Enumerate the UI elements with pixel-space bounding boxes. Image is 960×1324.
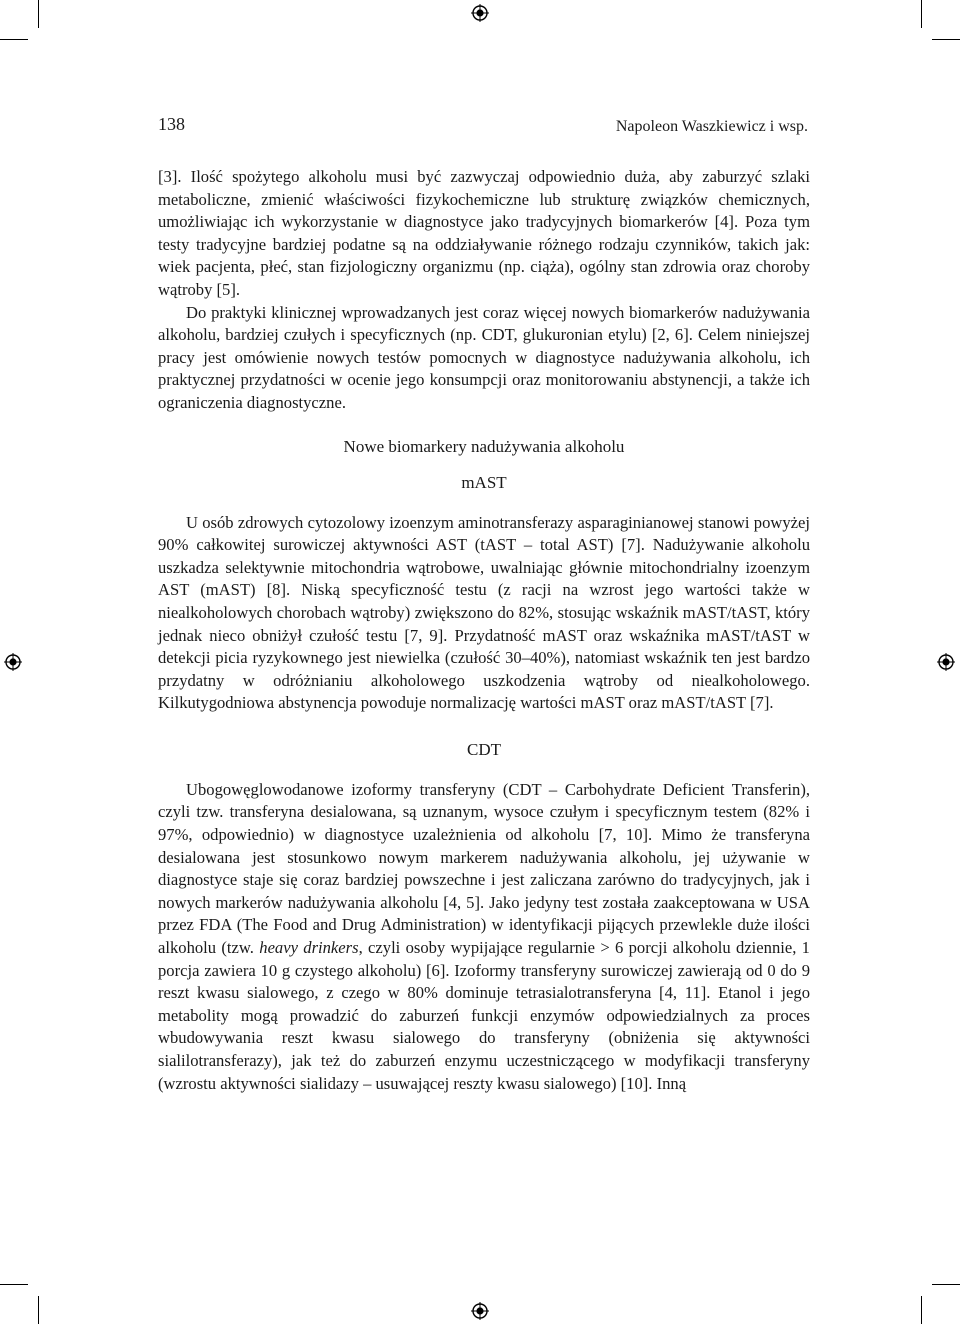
- paragraph-cdt-text-1: Ubogowęglowodanowe izoformy transferyny (CDT – Carbohydrate Deficient Transferin), czyli tzw. transferyna desialowana, są uznanym, wysoce czułym i specyficznym testem (82% i 97%, odpowiednio) w diagnostyce uzależnienia od alkoholu [7, 10]. Mimo że transferyna desialowana jest stosunkowo nowym markerem nadużywania alkoholu, jej używanie w diagnostyce staje się coraz bardziej powszechne i jest zaliczana zarówno do tradycyjnych, jak i nowych markerów nadużywania alkoholu [4, 5]. Jako jedyny test została zaakceptowana w USA przez FDA (The Food and Drug Administration) w identyfikacji pijących przewlekle duże ilości alkoholu (tzw.: [158, 779, 810, 958]
- registration-mark-top-icon: [471, 4, 489, 22]
- registration-mark-right-icon: [937, 653, 955, 671]
- registration-mark-bottom-icon: [471, 1302, 489, 1320]
- running-title: Napoleon Waszkiewicz i wsp.: [615, 118, 808, 135]
- crop-mark-bottom-left-horizontal: [0, 1284, 28, 1285]
- section-heading: Nowe biomarkery nadużywania alkoholu: [343, 436, 625, 456]
- crop-mark-top-left-vertical: [38, 0, 39, 28]
- crop-mark-bottom-left-vertical: [38, 1296, 39, 1324]
- subsection-heading-mast: mAST: [461, 472, 507, 492]
- paragraph-cdt: [158, 779, 810, 1095]
- paragraph-mast: U osób zdrowych cytozolowy izoenzym aminotransferazy asparaginianowej stanowi powyżej 90% całkowitej surowiczej aktywności AST (tAST – total AST) [7]. Nadużywanie alkoholu uszkadza selektywnie mitochondria wątrobowe, uwalniając głównie mitochondrialny izoenzym AST (mAST) [8]. Niską specyficzność testu (z racji na wzrost jego wartości także w niealkoholowych chorobach wątroby) zwiększono do 82%, stosując wskaźnik mAST/tAST, który jednak nieco obniżył czułość testu [7, 9]. Przydatność mAST oraz wskaźnika mAST/tAST w detekcji picia ryzykownego jest niewielka (czułość 30–40%), natomiast wskaźnik ten jest bardzo przydatny w odróżnianiu alkoholowego uszkodzenia wątroby od niealkoholowego. Kilkutygodniowa abstynencja powoduje normalizację wartości mAST oraz mAST/tAST [7].: [158, 512, 810, 713]
- article-body: [158, 166, 810, 1095]
- paragraph-cdt-italic-term: heavy drinkers: [259, 938, 359, 958]
- paragraph-cdt-text-2: , czyli osoby wypijające regularnie > 6 porcji alkoholu dziennie, 1 porcja zawiera 10 g czystego alkoholu) [6]. Izoformy transferyny surowiczej zawierają od 0 do 9 reszt kwasu sialowego, z czego w 80% dominuje tetrasialotransferyna [4, 11]. Etanol i jego metabolity mogą prowadzić do zaburzeń funkcji enzymów odpowiedzialnych za proces wbudowywania reszt kwasu sialowego do transferyny (obniżenia się aktywności sialilotransferazy), jak też do zaburzeń enzymu uczestniczącego w modyfikacji transferyny (wzrostu aktywności sialidazy – usuwającej reszty kwasu sialowego) [10]. Inną: [158, 938, 810, 1093]
- running-head: [158, 114, 810, 144]
- paragraph-intro-aim: Do praktyki klinicznej wprowadzanych jest coraz więcej nowych biomarkerów nadużywania alkoholu, bardziej czułych i specyficznych (np. CDT, glukuronian etylu) [2, 6]. Celem niniejszej pracy jest omówienie nowych testów pomocnych w diagnostyce nadużywania alkoholu, ich praktycznej przydatności w ocenie jego konsumpcji oraz monitorowaniu abstynencji, a także ich ograniczenia diagnostyczne.: [158, 302, 810, 412]
- crop-mark-top-left-horizontal: [0, 39, 28, 40]
- crop-mark-top-right-vertical: [921, 0, 922, 28]
- paragraph-continuation: [3]. Ilość spożytego alkoholu musi być zazwyczaj odpowiednio duża, aby zaburzyć szlaki metaboliczne, zmienić właściwości fizykochemiczne lub strukturę związków chemicznych, umożliwiając ich wykorzystanie w diagnostyce jako tradycyjnych biomarkerów [4]. Poza tym testy tradycyjne bardziej podatne są na oddziaływanie różnego rodzaju czynników, takich jak: wiek pacjenta, płeć, stan fizjologiczny organizmu (np. ciąża), ogólny stan zdrowia oraz choroby wątroby [5].: [158, 167, 810, 299]
- crop-mark-top-right-horizontal: [932, 39, 960, 40]
- page-number: 138: [158, 114, 185, 134]
- crop-mark-bottom-right-vertical: [921, 1296, 922, 1324]
- crop-mark-bottom-right-horizontal: [932, 1284, 960, 1285]
- registration-mark-left-icon: [4, 653, 22, 671]
- subsection-heading-cdt: CDT: [467, 739, 501, 759]
